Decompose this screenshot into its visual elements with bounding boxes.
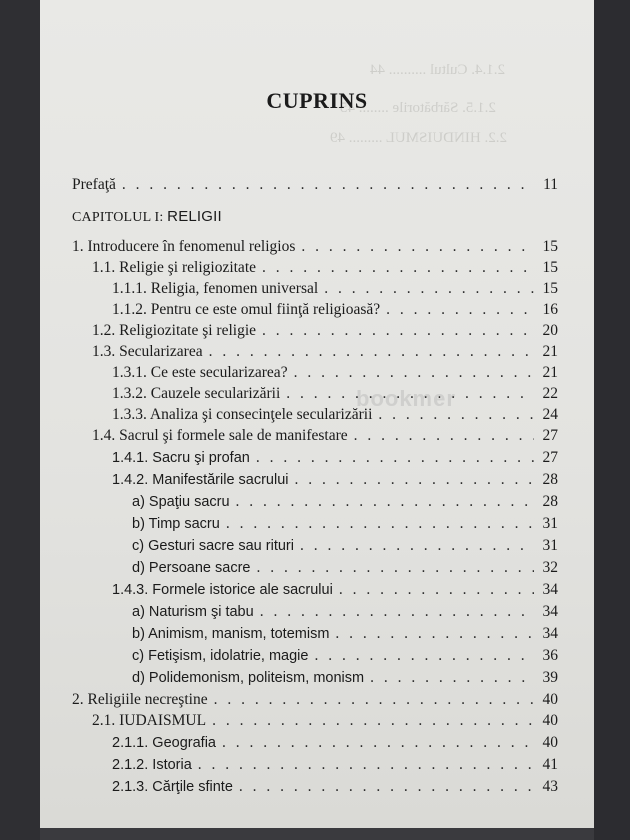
toc-entry: [92, 427, 558, 447]
toc-entry-page: 39: [542, 669, 558, 686]
toc-entry: [92, 343, 558, 363]
leader-dots: [262, 259, 534, 277]
toc-entry-label: 1.4. Sacrul şi formele sale de manifestare: [92, 427, 348, 444]
toc-entry: [92, 322, 558, 342]
leader-dots: [122, 176, 534, 194]
toc-entry: [132, 669, 558, 689]
toc-entry-page: 40: [542, 691, 558, 708]
toc-entry: [132, 603, 558, 623]
toc-entry: [112, 364, 558, 384]
chapter-prefix: CAPITOLUL I:: [72, 210, 168, 225]
toc-entry-page: 24: [542, 406, 558, 423]
toc-entry: [132, 515, 558, 535]
toc-entry: [112, 581, 558, 601]
toc-entry-page: 27: [542, 427, 558, 444]
toc-entry: [112, 734, 558, 754]
toc-entry: [132, 559, 558, 579]
toc-entry-label: 1.4.1. Sacru şi profan: [112, 450, 250, 466]
toc-entry-label: 1.4.3. Formele istorice ale sacrului: [112, 582, 333, 598]
toc-entry-label: a) Spaţiu sacru: [132, 494, 230, 510]
toc-entry: [112, 385, 558, 405]
toc-entry-page: 15: [542, 259, 558, 276]
toc-entry: [112, 778, 558, 798]
toc-entry: [132, 625, 558, 645]
leader-dots: [214, 691, 534, 709]
toc-entry-page: 22: [542, 385, 558, 402]
toc-entry: [132, 647, 558, 667]
toc-entry-page: 20: [542, 322, 558, 339]
toc-entry-page: 40: [542, 734, 558, 751]
toc-entry: [92, 712, 558, 732]
leader-dots: [378, 406, 534, 424]
toc-entry-page: 21: [542, 343, 558, 360]
leader-dots: [198, 756, 534, 774]
toc-entry-label: 2.1. IUDAISMUL: [92, 712, 207, 729]
toc-entry-label: 2.1.2. Istoria: [112, 757, 192, 773]
toc-entry-label: d) Persoane sacre: [132, 560, 251, 576]
toc-entry-page: 34: [542, 603, 558, 620]
leader-dots: [239, 778, 534, 796]
chapter-title: RELIGII: [167, 208, 222, 225]
toc-entry-page: 36: [542, 647, 558, 664]
leader-dots: [256, 559, 534, 577]
toc-entry: [112, 301, 558, 321]
toc-entry-label: d) Polidemonism, politeism, monism: [132, 670, 365, 686]
toc-entry-page: 43: [542, 778, 558, 795]
toc-entry-label: 2.1.3. Cărţile sfinte: [112, 779, 233, 795]
leader-dots: [209, 343, 534, 361]
toc-entry-label: 1.2. Religiozitate şi religie: [92, 322, 256, 339]
leader-dots: [339, 581, 534, 599]
leader-dots: [262, 322, 534, 340]
toc-entry-label: 2.1.1. Geografia: [112, 735, 216, 751]
toc-entry-label: 1.3.1. Ce este secularizarea?: [112, 364, 288, 381]
leader-dots: [314, 647, 534, 665]
toc-entry: [112, 280, 558, 300]
toc-entry: [132, 537, 558, 557]
toc-entry-label: a) Naturism şi tabu: [132, 604, 254, 620]
bleed-through-text: 2.1.4. Cultul .......... 44: [370, 62, 506, 78]
leader-dots: [301, 238, 534, 256]
toc-entry-label: 1.3.2. Cauzele secularizării: [112, 385, 281, 402]
toc-entry-page: 15: [542, 280, 558, 297]
toc-entry-page: 28: [542, 471, 558, 488]
leader-dots: [236, 493, 534, 511]
toc-entry-page: 31: [542, 515, 558, 532]
toc-entry-label: 1.1.2. Pentru ce este omul fiinţă religioasă?: [112, 301, 381, 318]
watermark: bookmer: [356, 386, 456, 411]
leader-dots: [256, 449, 534, 467]
toc-entry: [72, 691, 558, 711]
toc-entry-page: 34: [542, 625, 558, 642]
toc-entry-label: 1.1.1. Religia, fenomen universal: [112, 280, 319, 297]
leader-dots: [335, 625, 534, 643]
toc-entry-page: 34: [542, 581, 558, 598]
toc-entry-page: 32: [542, 559, 558, 576]
leader-dots: [370, 669, 534, 687]
toc-entry-page: 27: [542, 449, 558, 466]
leader-dots: [294, 364, 534, 382]
toc-entry-label: 1.3.3. Analiza şi consecinţele secularizării: [112, 406, 373, 423]
toc-entry-label: Prefaţă: [72, 176, 116, 193]
toc-entry-label: 1.1. Religie şi religiozitate: [92, 259, 256, 276]
toc-entry: [112, 471, 558, 491]
toc-entry-label: c) Fetişism, idolatrie, magie: [132, 648, 309, 664]
toc-entry-page: 15: [542, 238, 558, 255]
toc-entry: [112, 406, 558, 426]
toc-entry: [112, 756, 558, 776]
toc-entry-label: b) Animism, manism, totemism: [132, 626, 330, 642]
leader-dots: [222, 734, 534, 752]
toc-entry: [92, 259, 558, 279]
leader-dots: [386, 301, 534, 319]
leader-dots: [286, 385, 534, 403]
toc-entry-page: 31: [542, 537, 558, 554]
toc-entry: [112, 449, 558, 469]
leader-dots: [324, 280, 534, 298]
page-bottom-edge: [40, 828, 594, 840]
toc-entry: [72, 238, 558, 258]
toc-entry-label: 1.4.2. Manifestările sacrului: [112, 472, 289, 488]
leader-dots: [295, 471, 535, 489]
toc-entry-label: b) Timp sacru: [132, 516, 220, 532]
leader-dots: [212, 712, 534, 730]
toc-entry: [72, 176, 558, 196]
toc-entry-page: 40: [542, 712, 558, 729]
toc-entry: [132, 493, 558, 513]
page-title: CUPRINS: [266, 88, 368, 113]
bleed-through-text: 2.1.5. Sărbătorile ........ 45: [340, 100, 496, 116]
leader-dots: [226, 515, 534, 533]
toc-entry-label: c) Gesturi sacre sau rituri: [132, 538, 294, 554]
toc-entry-label: 1.3. Secularizarea: [92, 343, 203, 360]
toc-entry-page: 28: [542, 493, 558, 510]
bleed-through-text: 2.2. HINDUISMUL ......... 49: [330, 130, 507, 146]
toc-entry-page: 41: [542, 756, 558, 773]
book-spine-edge: [594, 0, 630, 840]
chapter-heading: [72, 208, 222, 226]
toc-entry-page: 21: [542, 364, 558, 381]
leader-dots: [300, 537, 534, 555]
toc-entry-page: 11: [543, 176, 558, 193]
leader-dots: [354, 427, 534, 445]
toc-entry-page: 16: [542, 301, 558, 318]
toc-entry-label: 2. Religiile necreştine: [72, 691, 208, 708]
toc-entry-label: 1. Introducere în fenomenul religios: [72, 238, 296, 255]
book-page: [40, 0, 594, 828]
leader-dots: [260, 603, 534, 621]
